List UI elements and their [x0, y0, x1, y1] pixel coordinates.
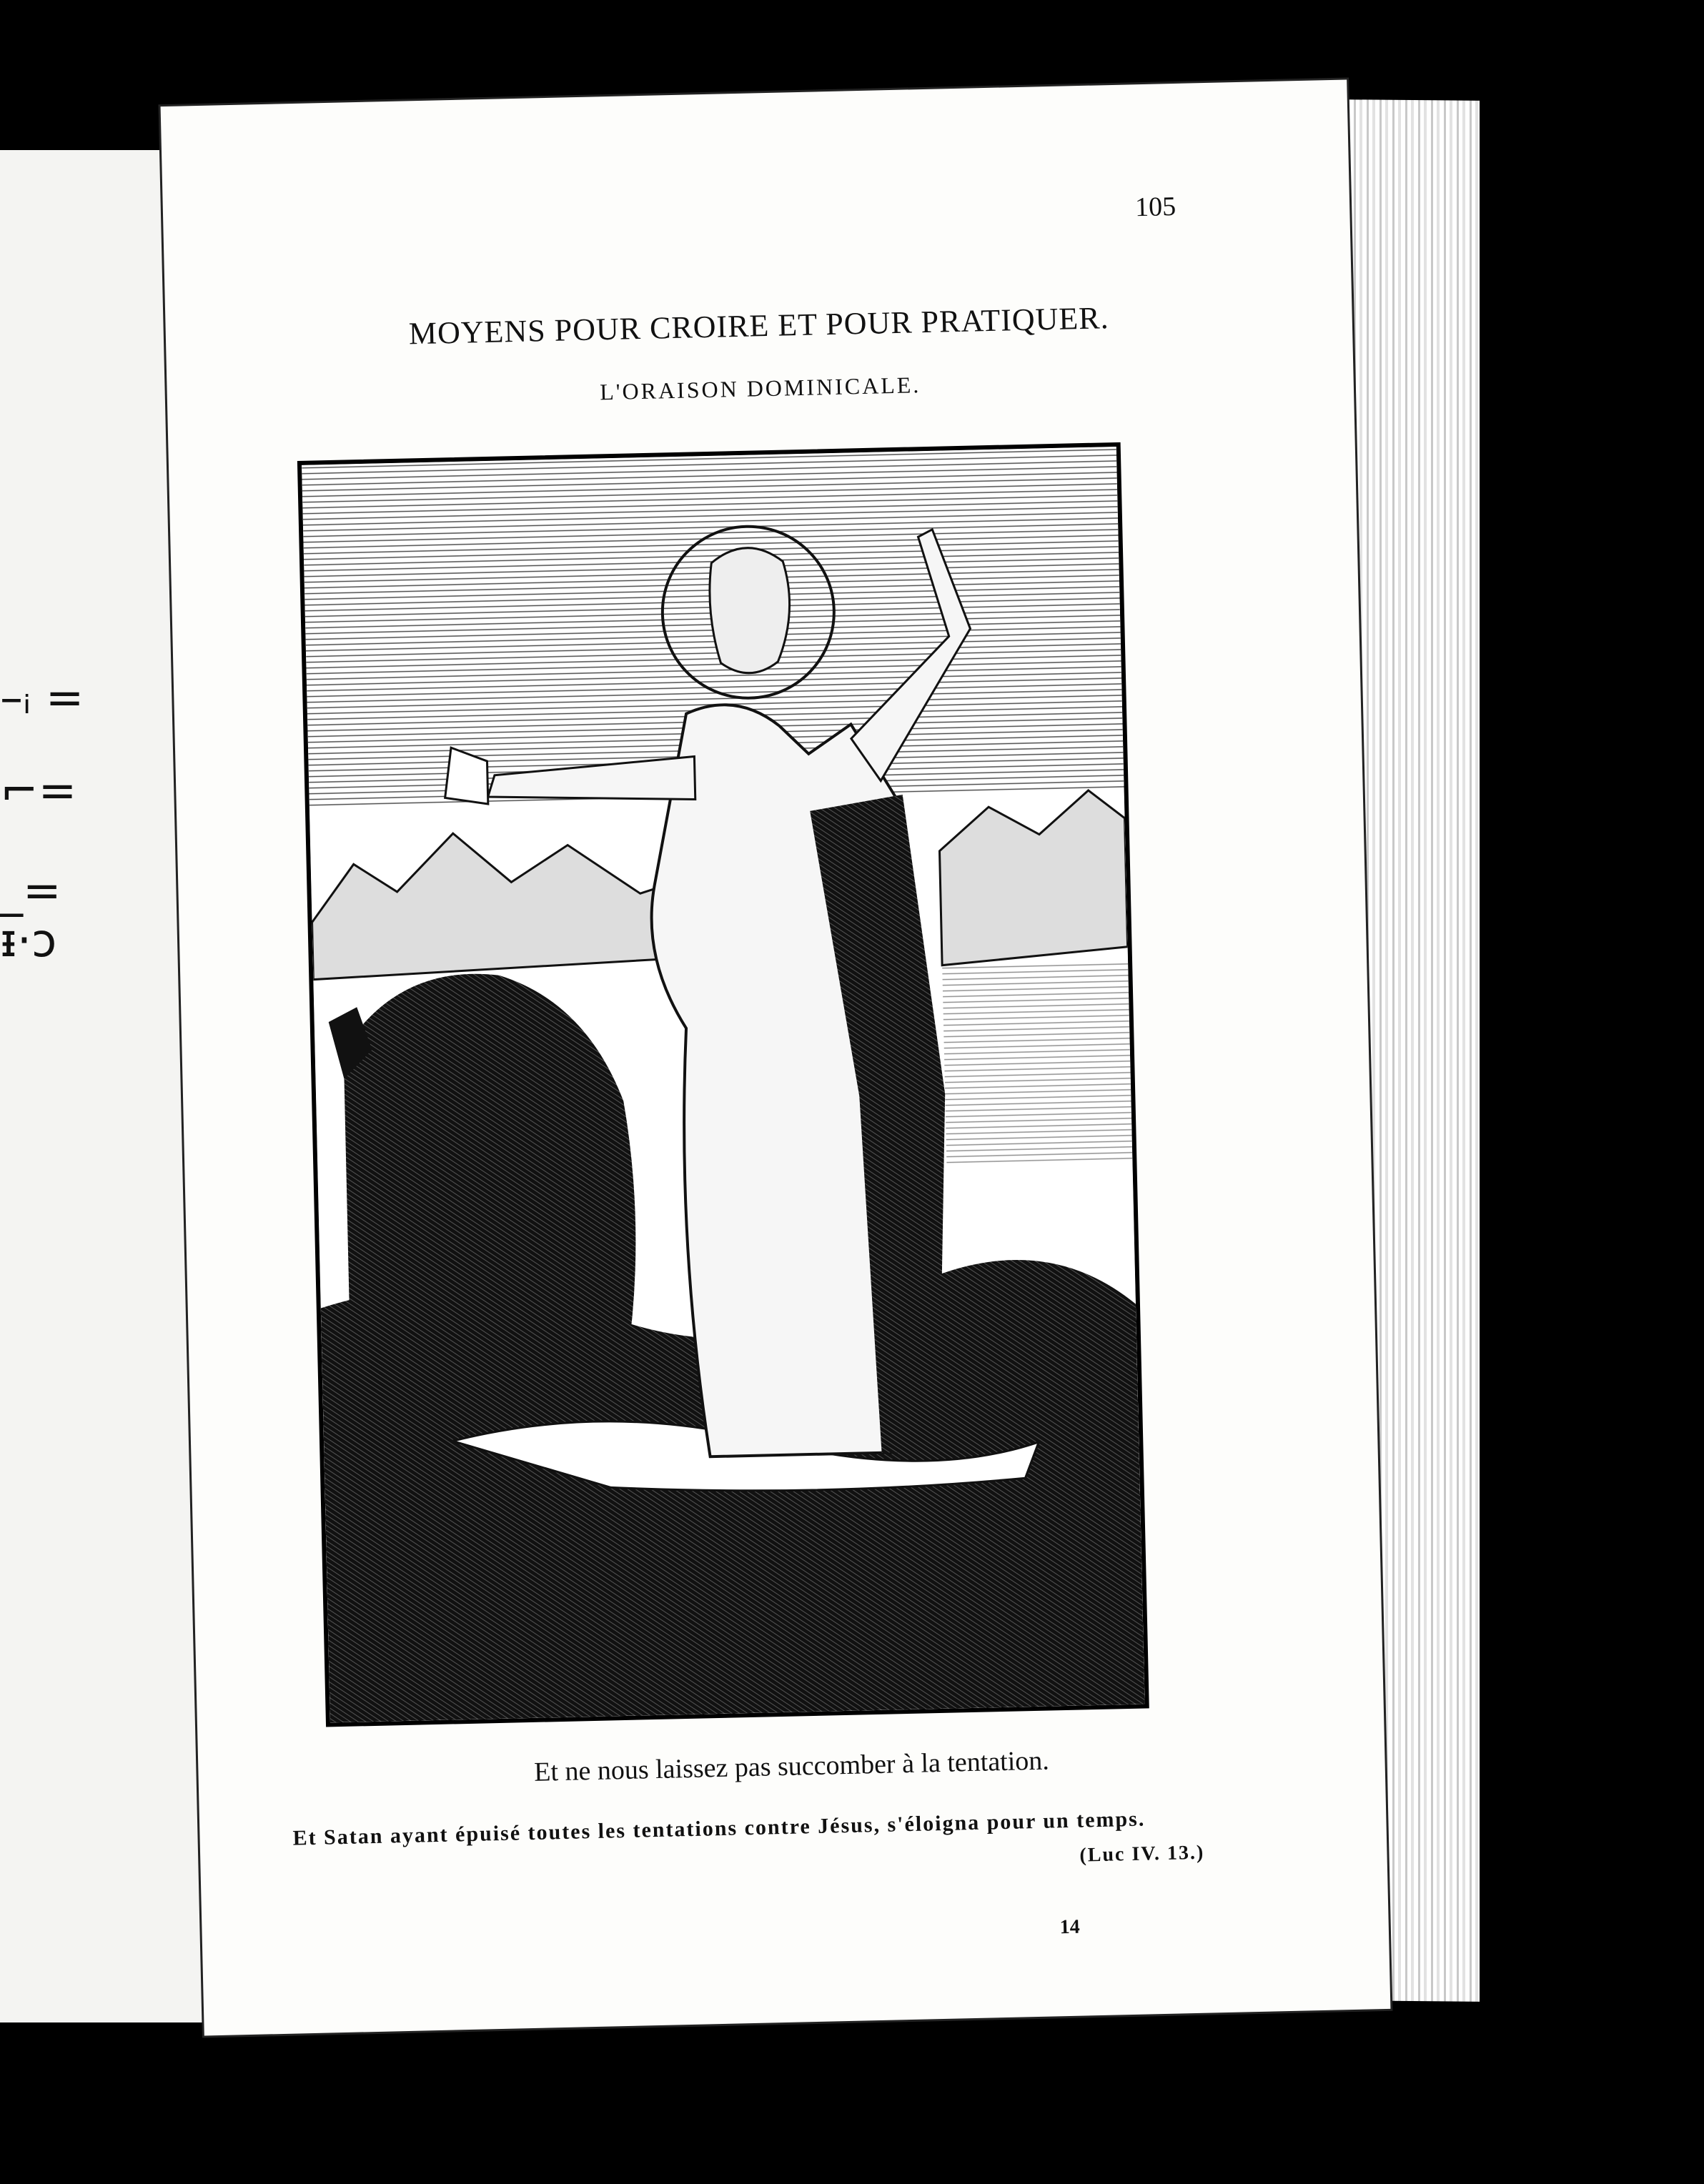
distant-city — [942, 961, 1132, 1166]
scripture-reference: (Luc IV. 13.) — [1079, 1841, 1205, 1867]
page-subheading: L'ORAISON DOMINICALE. — [599, 372, 921, 405]
margin-mark: ⌐= — [0, 765, 77, 818]
christ-head — [708, 547, 791, 673]
margin-mark: _= — [0, 865, 61, 918]
page-number: 105 — [1134, 191, 1177, 223]
book-page — [161, 80, 1391, 2036]
christ-and-satan-engraving — [302, 447, 1145, 1722]
scripture-quote: Et Satan ayant épuisé toutes les tentations contre Jésus, s'éloigna pour un temps. — [292, 1807, 1146, 1850]
margin-mark: ᵻ·ↄ — [0, 915, 57, 968]
illustration-caption: Et ne nous laissez pas succomber à la tentation. — [533, 1745, 1050, 1787]
margin-mark: –ᵢ = — [0, 672, 84, 725]
page-heading: MOYENS POUR CROIRE ET POUR PRATIQUER. — [408, 300, 1110, 352]
signature-mark: 14 — [1059, 1915, 1081, 1939]
engraving-illustration — [297, 442, 1149, 1727]
